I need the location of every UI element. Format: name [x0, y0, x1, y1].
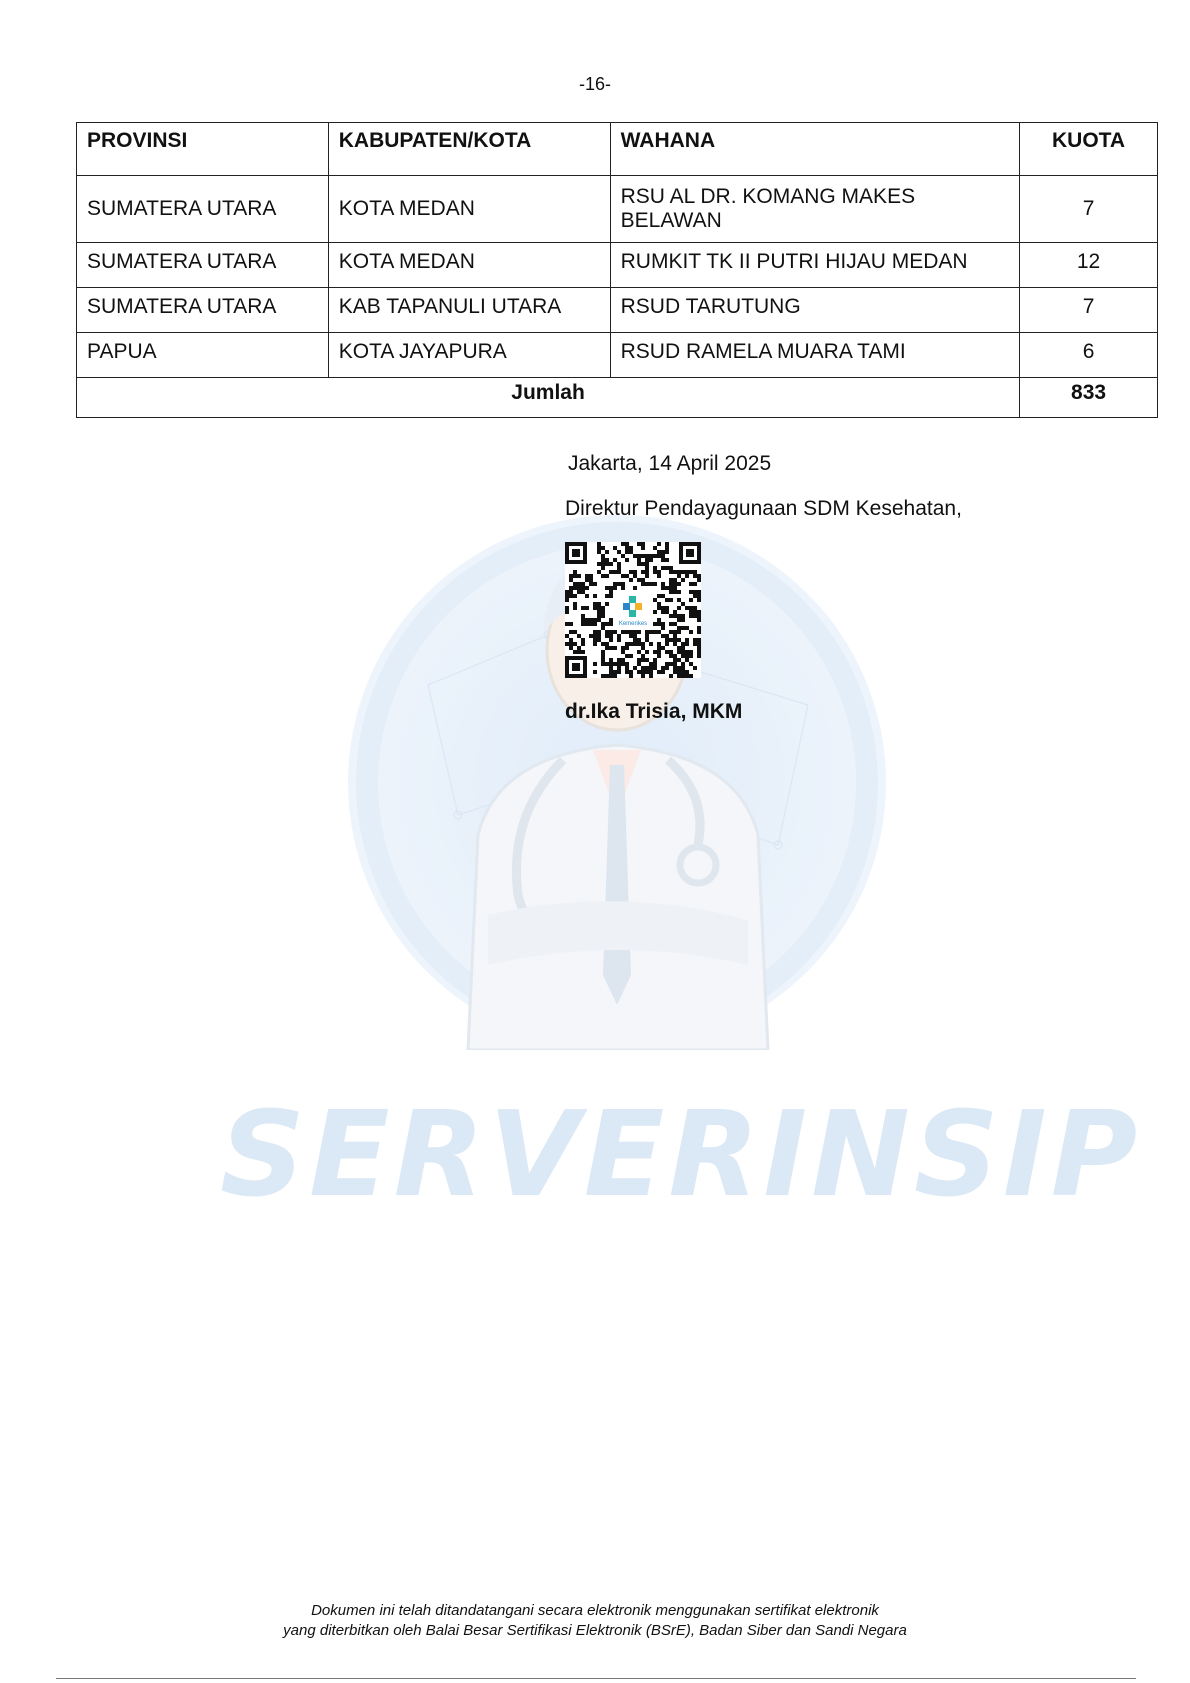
cell-wahana: RSUD TARUTUNG — [610, 288, 1019, 333]
cell-provinsi: SUMATERA UTARA — [77, 243, 329, 288]
table-total-row — [77, 378, 1158, 418]
cell-wahana: RSU AL DR. KOMANG MAKES BELAWAN — [610, 176, 1019, 243]
header-wahana: WAHANA — [610, 123, 1019, 176]
place-date: Jakarta, 14 April 2025 — [568, 452, 772, 475]
cell-wahana: RSUD RAMELA MUARA TAMI — [610, 333, 1019, 378]
cell-wahana: RUMKIT TK II PUTRI HIJAU MEDAN — [610, 243, 1019, 288]
cell-kuota: 7 — [1020, 288, 1158, 333]
footer-line-2: yang diterbitkan oleh Balai Besar Sertifikasi Elektronik (BSrE), Badan Siber dan Sandi Negara — [283, 1622, 907, 1639]
cell-provinsi: SUMATERA UTARA — [77, 288, 329, 333]
total-label: Jumlah — [77, 378, 1020, 418]
watermark-text: SERVERINSIP — [220, 1085, 1142, 1223]
e-signature-notice — [0, 1601, 1190, 1641]
table-row — [77, 176, 1158, 243]
header-kabupaten-kota: KABUPATEN/KOTA — [328, 123, 610, 176]
cell-kabupaten-kota: KOTA MEDAN — [328, 243, 610, 288]
table-header-row — [77, 123, 1158, 176]
cell-kuota: 7 — [1020, 176, 1158, 243]
cell-provinsi: SUMATERA UTARA — [77, 176, 329, 243]
signer-name: dr.Ika Trisia, MKM — [565, 700, 743, 723]
cell-kabupaten-kota: KOTA MEDAN — [328, 176, 610, 243]
svg-text:Kemenkes: Kemenkes — [618, 621, 648, 627]
footer-line-1: Dokumen ini telah ditandatangani secara elektronik menggunakan sertifikat elektronik — [311, 1602, 879, 1619]
quota-table — [76, 122, 1158, 418]
table-row — [77, 243, 1158, 288]
page-number: -16- — [578, 74, 611, 94]
qr-code-signature — [565, 542, 701, 678]
header-provinsi: PROVINSI — [77, 123, 329, 176]
signer-title: Direktur Pendayagunaan SDM Kesehatan, — [565, 497, 962, 520]
header-kuota: KUOTA — [1020, 123, 1158, 176]
cell-provinsi: PAPUA — [77, 333, 329, 378]
cell-kabupaten-kota: KAB TAPANULI UTARA — [328, 288, 610, 333]
table-row — [77, 288, 1158, 333]
total-value: 833 — [1020, 378, 1158, 418]
cell-kabupaten-kota: KOTA JAYAPURA — [328, 333, 610, 378]
footer-divider — [56, 1678, 1136, 1679]
cell-kuota: 6 — [1020, 333, 1158, 378]
table-row — [77, 333, 1158, 378]
cell-kuota: 12 — [1020, 243, 1158, 288]
